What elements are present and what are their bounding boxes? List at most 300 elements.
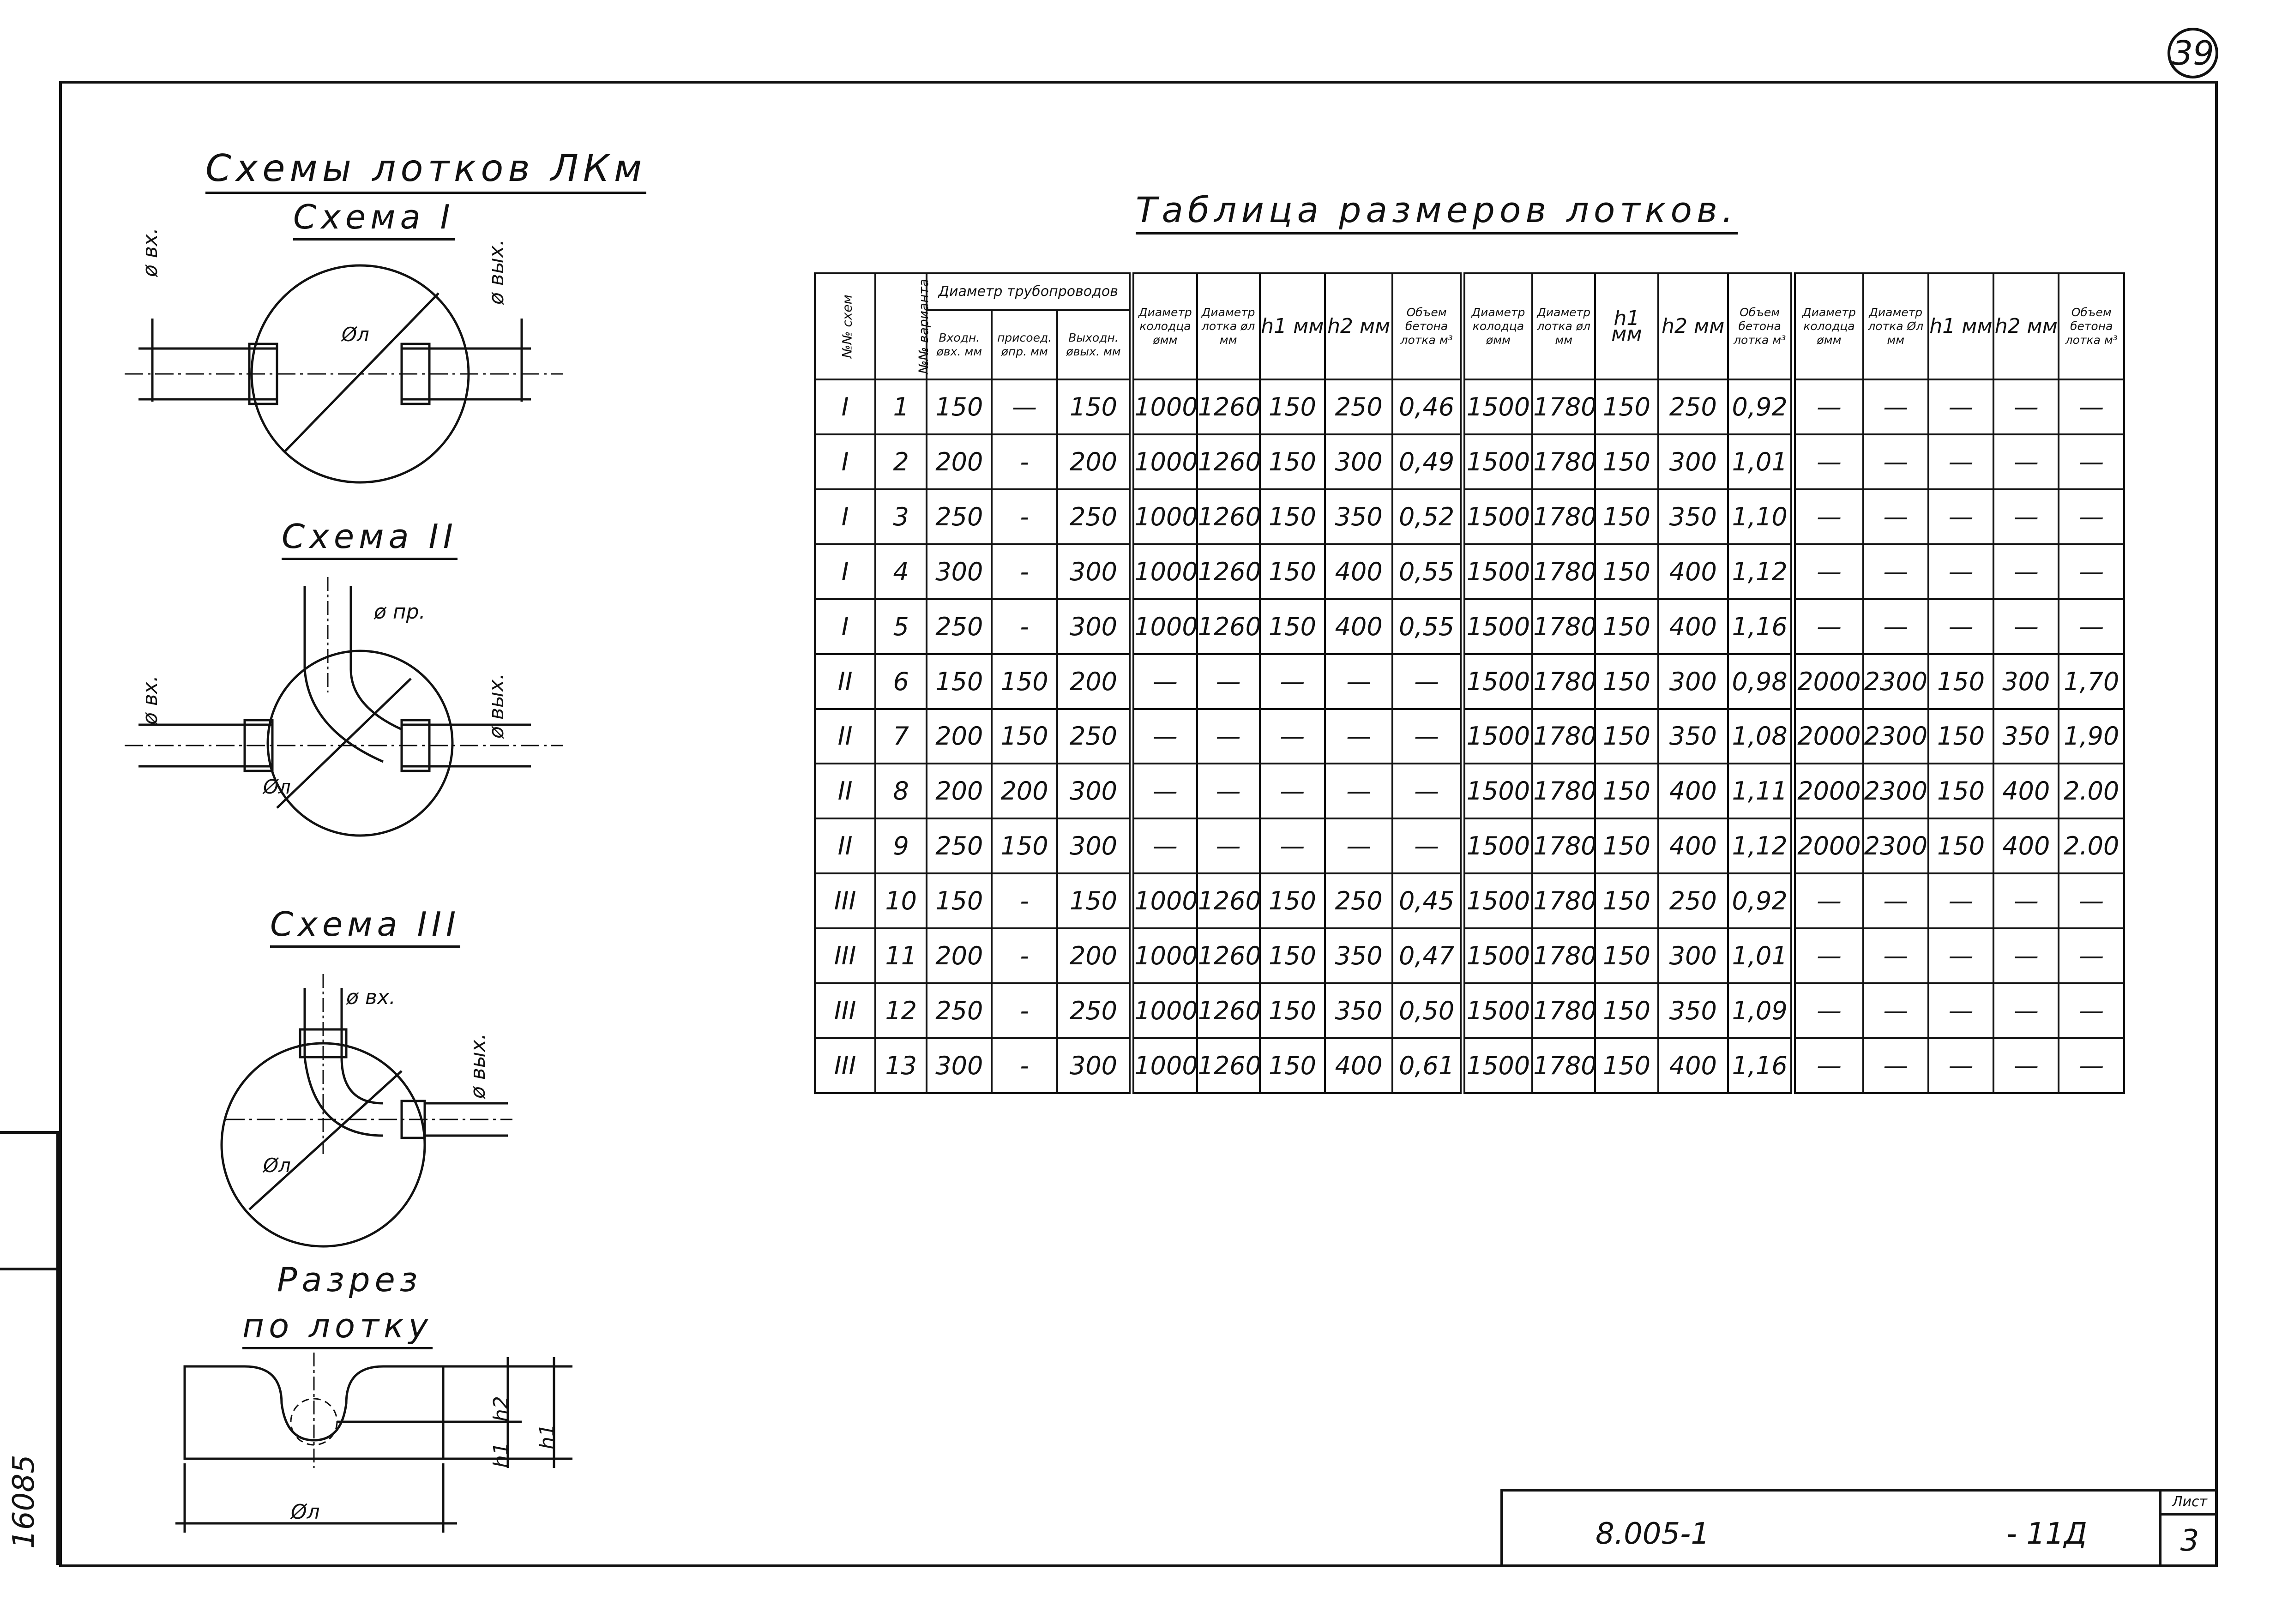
table-cell: — <box>1993 434 2059 489</box>
table-cell: 1500 <box>1463 654 1532 709</box>
table-cell: III <box>815 983 875 1038</box>
table-cell: 1780 <box>1532 818 1595 873</box>
table-cell: 1000 <box>1132 434 1197 489</box>
th-h2-c: h2 мм <box>1993 273 2059 379</box>
table-cell: — <box>1325 818 1392 873</box>
th-vol-c: Объем бетона лотка м³ <box>2059 273 2124 379</box>
table-cell: 200 <box>927 764 992 818</box>
table-cell: 400 <box>1658 544 1728 599</box>
table-cell: 400 <box>1658 764 1728 818</box>
document-suffix: - 11Д <box>2006 1517 2087 1551</box>
table-cell: 150 <box>1260 983 1325 1038</box>
table-cell: — <box>1132 818 1197 873</box>
table-cell: 150 <box>1928 818 1993 873</box>
table-title: Таблица размеров лотков. <box>1136 189 1738 235</box>
table-cell: 0,49 <box>1392 434 1462 489</box>
table-row <box>815 379 2124 434</box>
section-subtitle: по лотку <box>242 1306 433 1349</box>
table-cell: 400 <box>1658 599 1728 654</box>
table-cell: 300 <box>1057 599 1132 654</box>
table-cell: 1500 <box>1463 544 1532 599</box>
sheet-box <box>2159 1492 2218 1567</box>
th-h2: h2 мм <box>1325 273 1392 379</box>
table-cell: — <box>1325 654 1392 709</box>
table-cell: 4 <box>875 544 927 599</box>
table-cell: — <box>1793 599 1863 654</box>
table-cell: 2 <box>875 434 927 489</box>
table-cell: — <box>1928 544 1993 599</box>
th-h1: h1 мм <box>1260 273 1325 379</box>
sheet-value: 3 <box>2180 1524 2199 1558</box>
table-cell: 2000 <box>1793 818 1863 873</box>
table-cell: 13 <box>875 1038 927 1093</box>
table-cell: 2.00 <box>2059 818 2124 873</box>
table-cell: — <box>1260 654 1325 709</box>
table-cell: 250 <box>927 489 992 544</box>
table-cell: - <box>992 928 1057 983</box>
table-cell: 0,50 <box>1392 983 1462 1038</box>
table-cell: — <box>2059 599 2124 654</box>
table-cell: 1500 <box>1463 379 1532 434</box>
table-cell: — <box>1863 544 1928 599</box>
table-cell: 150 <box>992 818 1057 873</box>
th-well-c: Диаметр колодца øмм <box>1793 273 1863 379</box>
table-cell: - <box>992 544 1057 599</box>
table-cell: 10 <box>875 873 927 928</box>
table-cell: 1,01 <box>1728 928 1793 983</box>
table-cell: 150 <box>1595 873 1658 928</box>
table-cell: 1260 <box>1197 599 1260 654</box>
title-block <box>1500 1489 2218 1567</box>
table-cell: 250 <box>1057 489 1132 544</box>
table-cell: 1,01 <box>1728 434 1793 489</box>
table-cell: 150 <box>1595 928 1658 983</box>
table-cell: 150 <box>1595 379 1658 434</box>
table-cell: — <box>1863 599 1928 654</box>
table-row <box>815 434 2124 489</box>
table-cell: — <box>1260 818 1325 873</box>
table-cell: — <box>1197 654 1260 709</box>
table-cell: I <box>815 434 875 489</box>
table-row <box>815 599 2124 654</box>
label-d-out-1: ø вых. <box>485 239 508 305</box>
table-cell: 1780 <box>1532 928 1595 983</box>
table-cell: — <box>1993 599 2059 654</box>
table-cell: 1500 <box>1463 818 1532 873</box>
table-cell: 0,61 <box>1392 1038 1462 1093</box>
table-cell: - <box>992 489 1057 544</box>
table-cell: 150 <box>992 654 1057 709</box>
table-cell: — <box>1993 928 2059 983</box>
table-cell: - <box>992 599 1057 654</box>
table-cell: 150 <box>1928 764 1993 818</box>
table-cell: 2.00 <box>2059 764 2124 818</box>
scheme2-title: Схема II <box>282 517 458 560</box>
table-cell: — <box>1863 928 1928 983</box>
table-cell: 2000 <box>1793 654 1863 709</box>
th-h2-b: h2 мм <box>1658 273 1728 379</box>
table-cell: 300 <box>1057 1038 1132 1093</box>
table-cell: III <box>815 928 875 983</box>
table-cell: — <box>1793 544 1863 599</box>
table-cell: II <box>815 818 875 873</box>
label-d-pr: ø пр. <box>374 600 426 624</box>
table-cell: 200 <box>1057 928 1132 983</box>
table-cell: 1500 <box>1463 764 1532 818</box>
table-cell: 1260 <box>1197 544 1260 599</box>
table-cell: — <box>1863 983 1928 1038</box>
table-cell: — <box>1793 434 1863 489</box>
table-cell: 400 <box>1325 544 1392 599</box>
table-cell: — <box>2059 1038 2124 1093</box>
table-cell: — <box>1132 709 1197 764</box>
table-cell: 2000 <box>1793 764 1863 818</box>
table-cell: 200 <box>927 928 992 983</box>
table-cell: II <box>815 764 875 818</box>
table-cell: — <box>1863 434 1928 489</box>
table-cell: 150 <box>1260 928 1325 983</box>
table-cell: — <box>1928 1038 1993 1093</box>
table-row <box>815 1038 2124 1093</box>
table-cell: 2300 <box>1863 709 1928 764</box>
table-cell: — <box>1325 709 1392 764</box>
table-cell: 1000 <box>1132 544 1197 599</box>
label-d-out-2: ø вых. <box>485 673 508 739</box>
table-cell: 350 <box>1658 489 1728 544</box>
table-cell: 0,46 <box>1392 379 1462 434</box>
th-h1-b: h1 мм <box>1595 273 1658 379</box>
table-cell: 150 <box>992 709 1057 764</box>
scheme1-drawing <box>125 249 577 489</box>
label-dl-1: Øл <box>342 323 369 346</box>
th-pris: присоед. øпр. мм <box>992 310 1057 379</box>
th-tray: Диаметр лотка øл мм <box>1197 273 1260 379</box>
table-cell: 350 <box>1325 983 1392 1038</box>
table-cell: 300 <box>927 1038 992 1093</box>
table-cell: — <box>992 379 1057 434</box>
th-diam-group: Диаметр трубопроводов <box>927 273 1132 310</box>
table-cell: I <box>815 489 875 544</box>
table-body <box>815 379 2124 1093</box>
table-cell: 350 <box>1325 928 1392 983</box>
table-cell: 1000 <box>1132 1038 1197 1093</box>
table-cell: 2300 <box>1863 818 1928 873</box>
table-cell: 150 <box>927 379 992 434</box>
th-in: Входн. øвх. мм <box>927 310 992 379</box>
label-d-in-2: ø вх. <box>138 675 162 725</box>
table-cell: 1,12 <box>1728 818 1793 873</box>
table-cell: 1260 <box>1197 928 1260 983</box>
table-cell: — <box>2059 873 2124 928</box>
sheet-label: Лист <box>2162 1492 2218 1516</box>
table-cell: 0,52 <box>1392 489 1462 544</box>
table-cell: 400 <box>1658 1038 1728 1093</box>
table-cell: 150 <box>1595 764 1658 818</box>
table-cell: 250 <box>1325 379 1392 434</box>
table-cell: 150 <box>1595 709 1658 764</box>
table-cell: 1260 <box>1197 873 1260 928</box>
table-cell: 1500 <box>1463 434 1532 489</box>
table-cell: 1780 <box>1532 434 1595 489</box>
label-dl-section: Øл <box>291 1500 320 1524</box>
table-cell: 1260 <box>1197 434 1260 489</box>
table-cell: 0,55 <box>1392 544 1462 599</box>
table-cell: 1000 <box>1132 379 1197 434</box>
th-vol: Объем бетона лотка м³ <box>1392 273 1462 379</box>
table-cell: — <box>1132 654 1197 709</box>
label-d-out-3: ø вых. <box>466 1033 490 1099</box>
table-cell: 1,10 <box>1728 489 1793 544</box>
table-row <box>815 764 2124 818</box>
table-row <box>815 654 2124 709</box>
table-cell: 300 <box>1057 818 1132 873</box>
table-cell: 150 <box>1928 654 1993 709</box>
table-cell: 1,16 <box>1728 1038 1793 1093</box>
table-cell: 200 <box>992 764 1057 818</box>
table-cell: 150 <box>927 873 992 928</box>
table-cell: 1780 <box>1532 1038 1595 1093</box>
table-cell: — <box>1993 983 2059 1038</box>
table-cell: — <box>1392 654 1462 709</box>
table-cell: 350 <box>1993 709 2059 764</box>
table-cell: 250 <box>1658 379 1728 434</box>
table-cell: 400 <box>1993 818 2059 873</box>
table-cell: 1,90 <box>2059 709 2124 764</box>
table-cell: — <box>1928 489 1993 544</box>
table-cell: — <box>1793 379 1863 434</box>
dimensions-table <box>814 272 2125 1094</box>
table-cell: 150 <box>1595 818 1658 873</box>
table-cell: — <box>1392 709 1462 764</box>
table-cell: — <box>1928 434 1993 489</box>
table-cell: 300 <box>1658 654 1728 709</box>
table-cell: — <box>1863 1038 1928 1093</box>
table-cell: 1,16 <box>1728 599 1793 654</box>
table-cell: 1260 <box>1197 489 1260 544</box>
table-cell: - <box>992 1038 1057 1093</box>
table-cell: — <box>1793 489 1863 544</box>
table-cell: 150 <box>927 654 992 709</box>
table-cell: 300 <box>1993 654 2059 709</box>
table-cell: — <box>1793 873 1863 928</box>
table-cell: 250 <box>1057 709 1132 764</box>
table-cell: 1780 <box>1532 544 1595 599</box>
table-cell: 350 <box>1658 709 1728 764</box>
table-cell: 300 <box>927 544 992 599</box>
table-cell: 400 <box>1325 1038 1392 1093</box>
stamp-divider <box>0 1268 56 1270</box>
th-tray-c: Диаметр лотка Øл мм <box>1863 273 1928 379</box>
table-cell: 1780 <box>1532 654 1595 709</box>
table-cell: 1780 <box>1532 764 1595 818</box>
schemes-title: Схемы лотков ЛКм <box>205 147 646 194</box>
table-cell: 300 <box>1325 434 1392 489</box>
side-stamp <box>0 1131 59 1565</box>
table-cell: 300 <box>1057 764 1132 818</box>
table-cell: — <box>1863 489 1928 544</box>
table-cell: 1260 <box>1197 983 1260 1038</box>
table-cell: 12 <box>875 983 927 1038</box>
scheme3-drawing <box>208 969 531 1269</box>
table-row <box>815 983 2124 1038</box>
label-h1-b: h1 <box>536 1424 559 1450</box>
label-dl-3: Øл <box>263 1154 291 1177</box>
th-scheme: №№ схем <box>815 273 875 379</box>
table-cell: — <box>2059 544 2124 599</box>
table-cell: — <box>1132 764 1197 818</box>
table-cell: III <box>815 873 875 928</box>
table-cell: 1780 <box>1532 709 1595 764</box>
table-cell: 150 <box>1260 544 1325 599</box>
table-cell: - <box>992 434 1057 489</box>
table-cell: 1000 <box>1132 873 1197 928</box>
label-h2: h2 <box>489 1396 513 1422</box>
table-cell: 250 <box>1325 873 1392 928</box>
table-cell: — <box>2059 928 2124 983</box>
table-cell: 1500 <box>1463 983 1532 1038</box>
th-vol-b: Объем бетона лотка м³ <box>1728 273 1793 379</box>
table-cell: — <box>1197 818 1260 873</box>
th-well-b: Диаметр колодца øмм <box>1463 273 1532 379</box>
table-cell: II <box>815 654 875 709</box>
table-cell: 150 <box>1595 983 1658 1038</box>
table-cell: 0,92 <box>1728 379 1793 434</box>
table-cell: 1780 <box>1532 599 1595 654</box>
table-cell: 1500 <box>1463 873 1532 928</box>
table-cell: 1500 <box>1463 599 1532 654</box>
table-cell: I <box>815 599 875 654</box>
label-h1-a: h1 <box>489 1442 513 1468</box>
table-cell: 1000 <box>1132 599 1197 654</box>
table-cell: 250 <box>927 983 992 1038</box>
table-cell: — <box>1928 873 1993 928</box>
table-cell: 1,11 <box>1728 764 1793 818</box>
table-cell: — <box>1993 873 2059 928</box>
table-cell: — <box>1325 764 1392 818</box>
table-cell: 8 <box>875 764 927 818</box>
table-cell: 1500 <box>1463 709 1532 764</box>
table-cell: 2300 <box>1863 764 1928 818</box>
table-cell: 250 <box>1658 873 1728 928</box>
table-cell: 300 <box>1057 544 1132 599</box>
table-cell: 150 <box>1595 489 1658 544</box>
table-cell: I <box>815 379 875 434</box>
scheme2-drawing <box>125 577 577 836</box>
table-cell: 150 <box>1260 434 1325 489</box>
table-cell: 7 <box>875 709 927 764</box>
table-cell: 200 <box>927 434 992 489</box>
table-cell: 0,47 <box>1392 928 1462 983</box>
table-cell: — <box>1928 379 1993 434</box>
table-cell: — <box>1863 379 1928 434</box>
table-cell: 1780 <box>1532 489 1595 544</box>
table-row <box>815 544 2124 599</box>
table-cell: 150 <box>1260 1038 1325 1093</box>
table-cell: 150 <box>1260 489 1325 544</box>
th-h1-c: h1 мм <box>1928 273 1993 379</box>
table-cell: 250 <box>1057 983 1132 1038</box>
table-cell: 1000 <box>1132 928 1197 983</box>
table-cell: 150 <box>1595 1038 1658 1093</box>
table-cell: 1000 <box>1132 489 1197 544</box>
table-cell: — <box>1260 709 1325 764</box>
table-cell: 9 <box>875 818 927 873</box>
table-cell: 2300 <box>1863 654 1928 709</box>
table-cell: 3 <box>875 489 927 544</box>
table-cell: 0,55 <box>1392 599 1462 654</box>
section-drawing <box>175 1353 591 1546</box>
table-cell: 2000 <box>1793 709 1863 764</box>
scheme3-title: Схема III <box>270 905 460 948</box>
table-cell: 1000 <box>1132 983 1197 1038</box>
table-cell: - <box>992 983 1057 1038</box>
table-cell: 250 <box>927 599 992 654</box>
table-cell: 150 <box>1928 709 1993 764</box>
th-variant: №№ варианта <box>875 273 927 379</box>
table-row <box>815 489 2124 544</box>
table-cell: - <box>992 873 1057 928</box>
table-cell: — <box>1392 818 1462 873</box>
table-cell: 150 <box>1595 544 1658 599</box>
table-cell: — <box>1993 379 2059 434</box>
table-cell: 150 <box>1595 599 1658 654</box>
table-cell: 250 <box>927 818 992 873</box>
sheet-number: 39 <box>2168 28 2218 78</box>
section-title: Разрез <box>277 1260 422 1299</box>
table-cell: 300 <box>1658 434 1728 489</box>
table-row <box>815 873 2124 928</box>
table-cell: 1,09 <box>1728 983 1793 1038</box>
table-cell: 400 <box>1993 764 2059 818</box>
table-cell: — <box>1260 764 1325 818</box>
table-cell: 1,08 <box>1728 709 1793 764</box>
table-cell: — <box>2059 434 2124 489</box>
th-tray-b: Диаметр лотка øл мм <box>1532 273 1595 379</box>
table-cell: 1260 <box>1197 1038 1260 1093</box>
th-out: Выходн. øвых. мм <box>1057 310 1132 379</box>
table-cell: 150 <box>1260 379 1325 434</box>
document-code: 8.005-1 <box>1596 1517 1710 1551</box>
table-cell: — <box>1392 764 1462 818</box>
table-cell: 150 <box>1595 434 1658 489</box>
table-cell: — <box>1197 709 1260 764</box>
table-cell: 1780 <box>1532 379 1595 434</box>
table-cell: 350 <box>1325 489 1392 544</box>
label-d-in-3: ø вх. <box>346 986 396 1009</box>
table-cell: 150 <box>1260 599 1325 654</box>
table-cell: 200 <box>1057 434 1132 489</box>
table-cell: 200 <box>927 709 992 764</box>
table-cell: 1260 <box>1197 379 1260 434</box>
th-well: Диаметр колодца øмм <box>1132 273 1197 379</box>
table-cell: 5 <box>875 599 927 654</box>
table-cell: III <box>815 1038 875 1093</box>
table-cell: 0,45 <box>1392 873 1462 928</box>
table-cell: — <box>2059 983 2124 1038</box>
archive-number: 16085 <box>6 1455 41 1549</box>
table-cell: 0,92 <box>1728 873 1793 928</box>
table-cell: 400 <box>1325 599 1392 654</box>
table-cell: — <box>2059 379 2124 434</box>
table-cell: — <box>1793 928 1863 983</box>
table-cell: 1500 <box>1463 1038 1532 1093</box>
table-cell: — <box>2059 489 2124 544</box>
table-cell: 1780 <box>1532 873 1595 928</box>
table-row <box>815 709 2124 764</box>
table-cell: 1,70 <box>2059 654 2124 709</box>
table-cell: — <box>1197 764 1260 818</box>
label-d-in-1: ø вх. <box>138 228 162 277</box>
